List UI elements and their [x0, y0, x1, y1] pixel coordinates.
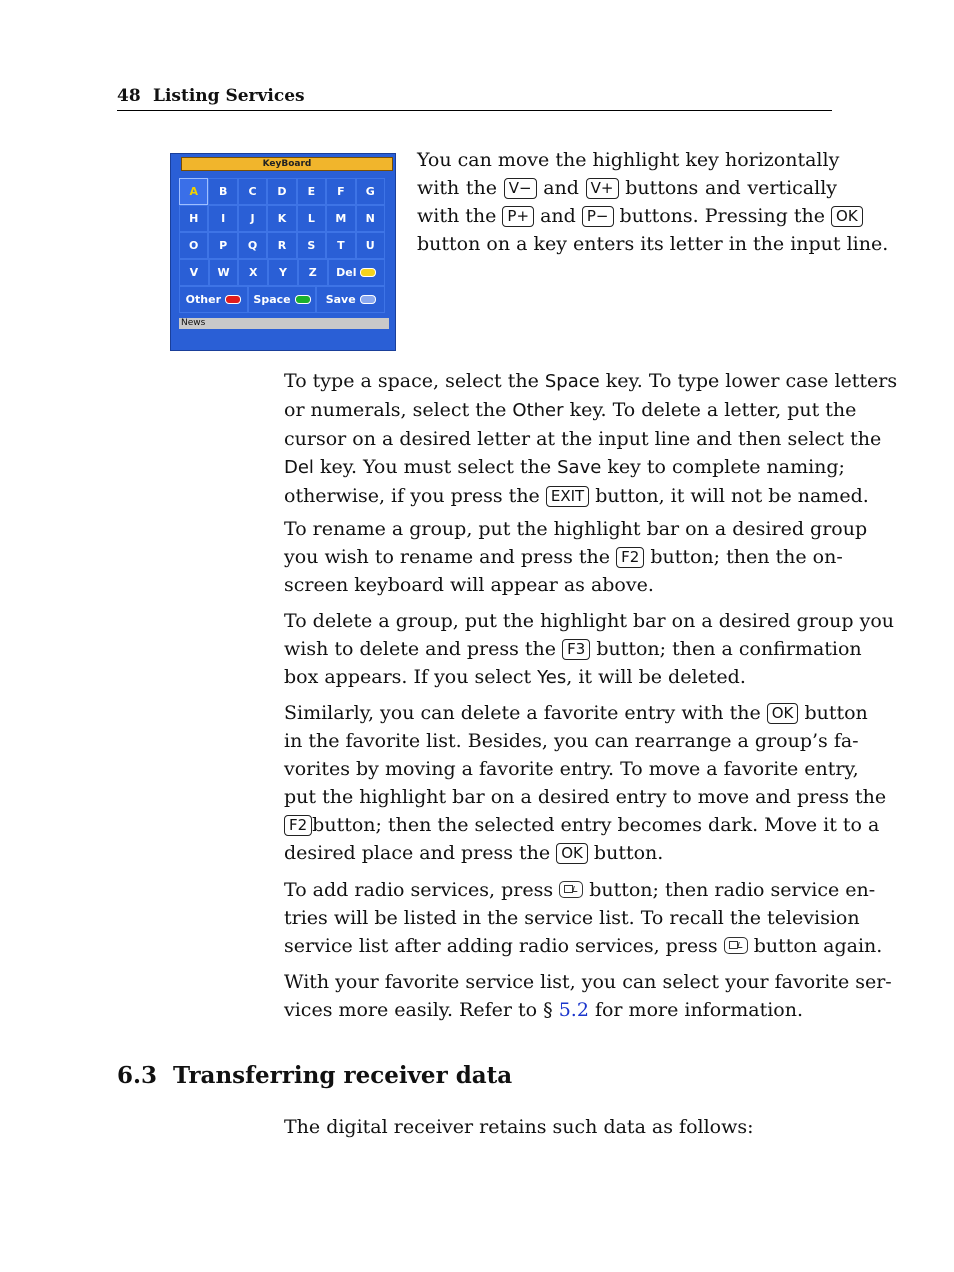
onscreen-keyboard-figure — [170, 153, 396, 351]
f2-key: F2 — [284, 815, 312, 836]
section-link-5-2[interactable]: 5.2 — [558, 999, 589, 1021]
text-line: desired place and press the OK button. — [284, 842, 664, 864]
key-v: V — [179, 259, 209, 286]
key-w: W — [209, 259, 239, 286]
keyboard-row — [179, 178, 385, 205]
key-j: J — [238, 205, 267, 232]
key-space — [248, 286, 317, 313]
green-button-icon — [295, 295, 311, 304]
text-line: vorites by moving a favorite entry. To move a favorite entry, — [284, 758, 859, 780]
text-line: box appears. If you select Yes, it will be deleted. — [284, 666, 746, 688]
paragraph-6 — [284, 876, 883, 960]
exit-key: EXIT — [546, 486, 589, 507]
keyboard-row — [179, 259, 385, 286]
key-n: N — [356, 205, 385, 232]
paragraph-3 — [284, 515, 868, 599]
keyboard-row — [179, 286, 385, 313]
v-plus-key: V+ — [586, 178, 619, 199]
running-header — [117, 86, 832, 111]
key-k: K — [267, 205, 296, 232]
key-m: M — [326, 205, 355, 232]
ok-key: OK — [831, 206, 863, 227]
key-e: E — [297, 178, 326, 205]
p-minus-key: P− — [582, 206, 614, 227]
text-line: service list after adding radio services, press button again. — [284, 935, 883, 957]
text-line: in the favorite list. Besides, you can rearrange a group’s fa- — [284, 730, 859, 752]
paragraph-4 — [284, 607, 895, 692]
key-o: O — [179, 232, 208, 259]
text-line: You can move the highlight key horizontally — [417, 149, 840, 171]
paragraph-2 — [284, 367, 898, 510]
key-a: A — [179, 178, 208, 205]
text-line: To delete a group, put the highlight bar on a desired group you — [284, 610, 895, 632]
key-q: Q — [238, 232, 267, 259]
keyboard-row — [179, 205, 385, 232]
ok-key: OK — [767, 703, 799, 724]
text-line: you wish to rename and press the F2 button; then the on- — [284, 546, 843, 568]
key-save-label: Save — [325, 293, 356, 306]
keyboard-input-line: News — [179, 318, 389, 329]
p-plus-key: P+ — [502, 206, 534, 227]
key-x: X — [238, 259, 268, 286]
tv-radio-button-icon — [724, 937, 748, 954]
paragraph-8 — [284, 1113, 832, 1141]
key-b: B — [208, 178, 237, 205]
key-save — [316, 286, 385, 313]
text-line: To rename a group, put the highlight bar on a desired group — [284, 518, 868, 540]
key-z: Z — [298, 259, 328, 286]
text-line: put the highlight bar on a desired entry to move and press the — [284, 786, 887, 808]
text-line: F2 button; then the selected entry becomes dark. Move it to a — [284, 811, 832, 839]
section-number: 6.3 — [117, 1062, 158, 1089]
key-space-label: Space — [253, 293, 291, 306]
text-line: To type a space, select the Space key. To type lower case letters — [284, 370, 898, 392]
text-line: To add radio services, press button; then radio service en- — [284, 879, 876, 901]
text-line: Del key. You must select the Save key to complete naming; — [284, 456, 845, 478]
text-line: otherwise, if you press the EXIT button, it will not be named. — [284, 485, 869, 507]
paragraph-5 — [284, 699, 887, 867]
key-other-label: Other — [185, 293, 221, 306]
yes-option-name: Yes — [537, 667, 567, 688]
paragraph-7 — [284, 968, 892, 1024]
del-key-name: Del — [284, 457, 314, 478]
key-y: Y — [268, 259, 298, 286]
key-i: I — [208, 205, 237, 232]
text-line: with the P+ and P− buttons. Pressing the OK — [417, 202, 837, 230]
text-line: button on a key enters its letter in the input line. — [417, 233, 889, 255]
ok-key: OK — [556, 843, 588, 864]
key-r: R — [267, 232, 296, 259]
space-key-name: Space — [544, 371, 600, 392]
v-minus-key: V− — [504, 178, 537, 199]
key-g: G — [356, 178, 385, 205]
key-s: S — [297, 232, 326, 259]
key-del — [328, 259, 385, 286]
key-t: T — [326, 232, 355, 259]
keyboard-row — [179, 232, 385, 259]
text-line: The digital receiver retains such data as follows: — [284, 1116, 754, 1138]
paragraph-1 — [417, 146, 889, 258]
key-h: H — [179, 205, 208, 232]
header-title: Listing Services — [153, 86, 305, 106]
other-key-name: Other — [512, 400, 564, 421]
f3-key: F3 — [562, 639, 590, 660]
keyboard-grid — [179, 178, 385, 313]
text-line: screen keyboard will appear as above. — [284, 574, 654, 596]
keyboard-title: KeyBoard — [181, 157, 393, 171]
blue-button-icon — [360, 295, 376, 304]
key-del-label: Del — [336, 266, 357, 279]
key-u: U — [356, 232, 385, 259]
key-d: D — [267, 178, 296, 205]
text-line: With your favorite service list, you can select your favorite ser- — [284, 971, 892, 993]
section-title: Transferring receiver data — [173, 1062, 513, 1089]
yellow-button-icon — [360, 268, 376, 277]
save-key-name: Save — [557, 457, 602, 478]
text-line: or numerals, select the Other key. To delete a letter, put the — [284, 399, 857, 421]
key-c: C — [238, 178, 267, 205]
text-line: Similarly, you can delete a favorite entry with the OK button — [284, 702, 868, 724]
f2-key: F2 — [616, 547, 644, 568]
tv-radio-button-icon — [559, 881, 583, 898]
page-number: 48 — [117, 86, 141, 106]
key-f: F — [326, 178, 355, 205]
text-line: cursor on a desired letter at the input line and then select the — [284, 428, 882, 450]
red-button-icon — [225, 295, 241, 304]
key-l: L — [297, 205, 326, 232]
text-line: wish to delete and press the F3 button; then a confirmation — [284, 638, 862, 660]
text-line: tries will be listed in the service list. To recall the television — [284, 907, 860, 929]
text-line: with the V− and V+ buttons and vertically — [417, 177, 837, 199]
key-other — [179, 286, 248, 313]
text-line: vices more easily. Refer to § 5.2 for more information. — [284, 999, 804, 1021]
key-p: P — [208, 232, 237, 259]
